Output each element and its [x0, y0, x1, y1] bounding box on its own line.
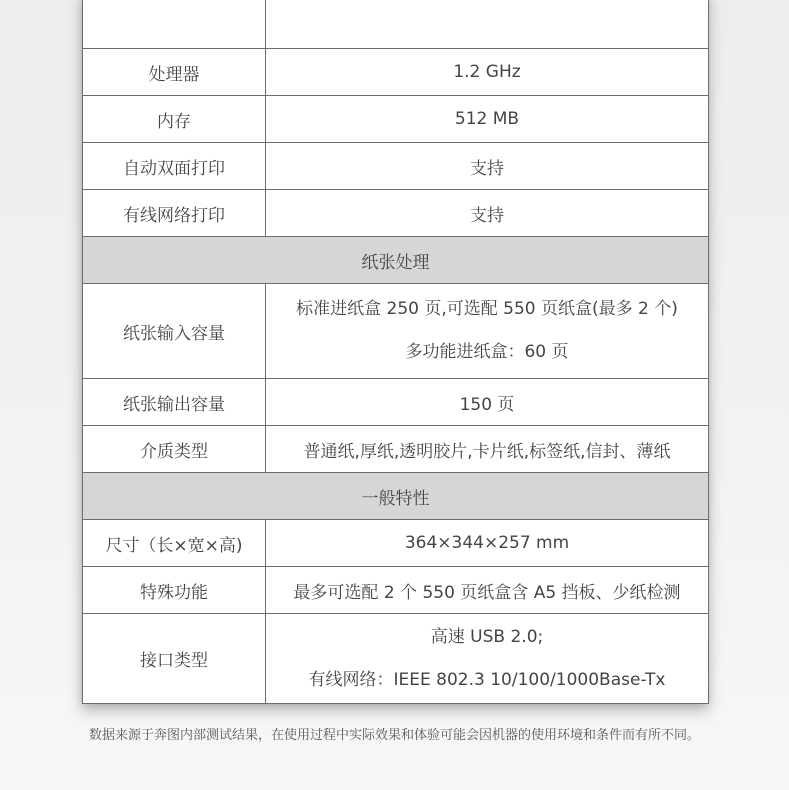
- table-row-interface: [83, 614, 709, 704]
- row-value: 支持: [266, 190, 709, 237]
- row-label: 自动双面打印: [83, 143, 266, 190]
- row-value: [266, 0, 709, 49]
- row-value: 364×344×257 mm: [266, 520, 709, 567]
- table-row-dimensions: [83, 520, 709, 567]
- row-value: 支持: [266, 143, 709, 190]
- section-header-paper: [83, 237, 709, 284]
- row-value: 普通纸,厚纸,透明胶片,卡片纸,标签纸,信封、薄纸: [266, 426, 709, 473]
- value-line: 有线网络：IEEE 802.3 10/100/1000Base-Tx: [308, 669, 666, 690]
- table-row-network: [83, 190, 709, 237]
- value-line: 标准进纸盒 250 页,可选配 550 页纸盒(最多 2 个): [296, 299, 678, 319]
- row-value: 1.2 GHz: [266, 49, 709, 96]
- row-label: 有线网络打印: [83, 190, 266, 237]
- row-label: 纸张输出容量: [83, 379, 266, 426]
- table-row-input-capacity: [83, 284, 709, 379]
- row-label: 尺寸（长×宽×高): [83, 520, 266, 567]
- row-value: 150 页: [266, 379, 709, 426]
- spec-table: [82, 0, 709, 704]
- row-value: [266, 284, 709, 379]
- row-label: 纸张输入容量: [83, 284, 266, 379]
- row-label: 介质类型: [83, 426, 266, 473]
- value-line: 多功能进纸盒：60 页: [405, 342, 569, 362]
- footnote: 数据来源于奔图内部测试结果，在使用过程中实际效果和体验可能会因机器的使用环境和条件而有所不同。: [88, 728, 700, 743]
- table-row-memory: [83, 96, 709, 143]
- table-row-cut-off: [83, 0, 709, 49]
- row-value: 512 MB: [266, 96, 709, 143]
- row-value: [266, 614, 709, 704]
- table-row-processor: [83, 49, 709, 96]
- table-row-features: [83, 567, 709, 614]
- row-label: 内存: [83, 96, 266, 143]
- row-value: 最多可选配 2 个 550 页纸盒含 A5 挡板、少纸检测: [266, 567, 709, 614]
- row-label: 接口类型: [83, 614, 266, 704]
- spec-table-card: [82, 0, 708, 704]
- table-row-duplex: [83, 143, 709, 190]
- row-label: 特殊功能: [83, 567, 266, 614]
- row-label: [83, 0, 266, 49]
- value-line: 高速 USB 2.0;: [430, 626, 544, 647]
- section-title: 纸张处理: [83, 237, 709, 284]
- section-title: 一般特性: [83, 473, 709, 520]
- table-row-media-type: [83, 426, 709, 473]
- section-header-general: [83, 473, 709, 520]
- row-label: 处理器: [83, 49, 266, 96]
- table-row-output-capacity: [83, 379, 709, 426]
